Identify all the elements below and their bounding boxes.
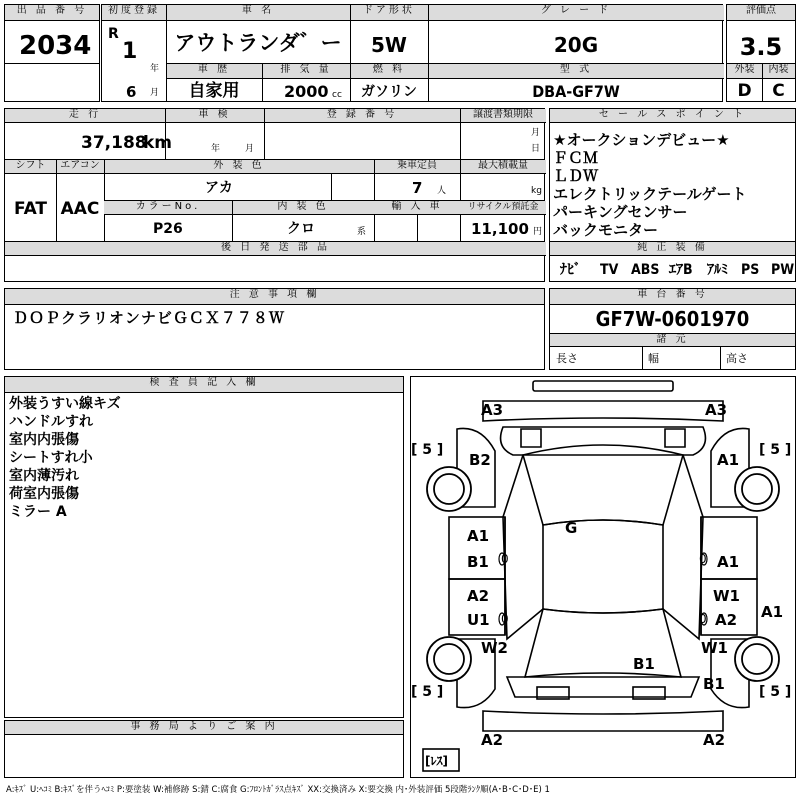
- overall-score: 3.5: [739, 33, 783, 61]
- mark-a2-rear-bumper-left: A2: [481, 731, 504, 749]
- mark-a2-left-rear-door: A2: [467, 587, 490, 605]
- fuel: ガソリン: [361, 84, 417, 100]
- tire-rear-left: [ 5 ]: [411, 684, 444, 700]
- mark-a1-left-front-door: A1: [467, 527, 490, 545]
- transfer-day-unit: 日: [531, 144, 541, 154]
- grade-label: グ レ ー ド: [428, 5, 724, 21]
- mark-u1-left-rear-door: U1: [467, 611, 490, 629]
- tire-front-left: [ 5 ]: [411, 442, 444, 458]
- office-box: [4, 720, 404, 778]
- mark-w2-left-rear-quarter: W2: [481, 639, 508, 657]
- equip-navi: ﾅﾋﾞ: [560, 262, 581, 278]
- exterior-color-label: 外 装 色: [104, 160, 374, 174]
- chassis-box: [549, 288, 796, 370]
- mark-a1-right-front-door: A1: [717, 553, 740, 571]
- shift: FAT: [13, 199, 48, 219]
- damage-diagram: [410, 376, 796, 778]
- interior-color-unit: 系: [357, 227, 367, 237]
- mark-a2-rear-bumper-right: A2: [703, 731, 726, 749]
- mark-a2-right-rear-door: A2: [715, 611, 738, 629]
- reg-month: 6: [126, 83, 137, 101]
- mileage: 37,188: [81, 133, 147, 153]
- mark-a3-front-left: A3: [481, 401, 504, 419]
- inspector-notes-label: 検 査 員 記 入 欄: [5, 377, 403, 393]
- vehicle-header-table: [101, 4, 723, 102]
- aircon-label: エアコン: [56, 160, 104, 174]
- model-code: DBA-GF7W: [532, 82, 620, 101]
- score-box: [726, 4, 796, 102]
- mark-w1-right-rear-quarter: W1: [701, 639, 728, 657]
- tire-front-right: [ 5 ]: [759, 442, 792, 458]
- selling-points-label: セ ー ル ス ポ イ ン ト: [550, 109, 795, 123]
- selling-point: ★オークションデビュー★: [553, 131, 730, 149]
- mark-a1-front-right-fender: A1: [717, 451, 740, 469]
- era: R: [108, 26, 119, 42]
- caution-box: [4, 288, 545, 370]
- transfer-month-unit: 月: [531, 128, 541, 138]
- capacity-label: 乗車定員: [374, 160, 460, 174]
- equip-alloy: ｱﾙﾐ: [707, 262, 728, 278]
- mark-zero-right-front: 0: [699, 552, 707, 566]
- mark-b2-front-left-fender: B2: [469, 451, 491, 469]
- legend: A:ｷｽﾞ U:ﾍｺﾐ B:ｷｽﾞを伴うﾍｺﾐ P:要塗装 W:補修跡 S:錆 C:腐食 G:ﾌﾛﾝﾄｶﾞﾗｽ点ｷｽﾞ XX:交換済み X:要交換 内･外装評価 5段階ﾗﾝｸ順(A･B･C･D･E) 1: [6, 785, 550, 795]
- import-car-label: 輸 入 車: [374, 201, 460, 215]
- lot-number: 2034: [19, 31, 92, 61]
- grade: 20G: [553, 33, 599, 57]
- inspector-note: 室内内張傷: [9, 432, 79, 448]
- aircon: AAC: [60, 199, 100, 219]
- history-label: 車 歴: [166, 63, 262, 79]
- inspector-note: ミラー A: [9, 504, 67, 520]
- model-label: 型 式: [428, 63, 724, 79]
- car-name-label: 車 名: [166, 5, 350, 21]
- specs-label: 諸 元: [550, 333, 795, 347]
- chassis-label: 車 台 番 号: [550, 289, 795, 305]
- equip-airbag: ｴｱB: [669, 262, 693, 278]
- spare-tire-mark: [ﾚｽ]: [425, 754, 448, 768]
- chassis-number: GF7W-0601970: [595, 307, 750, 331]
- inspector-note: シートすれ小: [9, 450, 93, 466]
- reg-year: 1: [122, 39, 138, 64]
- color-number-label: カラーNo.: [104, 201, 232, 215]
- mark-g-windshield: G: [565, 519, 578, 537]
- exterior-color: アカ: [205, 180, 233, 196]
- capacity: 7: [412, 179, 423, 197]
- selling-point: ＬＤＷ: [553, 167, 599, 185]
- interior-color: クロ: [287, 221, 315, 237]
- reg-year-unit: 年: [150, 64, 160, 74]
- door-type-label: ドア形状: [350, 5, 428, 21]
- selling-point: エレクトリックテールゲート: [553, 185, 747, 203]
- interior-label: 内装: [762, 63, 795, 79]
- caution-text: ＤＯＰクラリオンナビＧＣＸ７７８Ｗ: [13, 309, 285, 327]
- mark-b1-left-front-door: B1: [467, 553, 489, 571]
- equip-ps: PS: [741, 262, 760, 278]
- mark-zero-left-front: 0: [501, 552, 509, 566]
- tire-rear-right: [ 5 ]: [759, 684, 792, 700]
- mark-a3-front-right: A3: [705, 401, 728, 419]
- equip-tv: TV: [600, 262, 619, 278]
- inspector-notes-list: [9, 395, 121, 521]
- mileage-unit: km: [143, 133, 173, 153]
- recycle-deposit-unit: 円: [533, 227, 543, 237]
- max-load-unit: kg: [531, 186, 542, 196]
- caution-label: 注 意 事 項 欄: [5, 289, 544, 305]
- reg-month-unit: 月: [150, 88, 160, 98]
- registration-number-label: 登 録 番 号: [264, 109, 460, 123]
- car-outline-drawing: [411, 377, 795, 777]
- inspection-month-unit: 月: [245, 144, 255, 154]
- selling-point: ＦＣＭ: [553, 149, 599, 167]
- score-label: 評価点: [727, 5, 795, 21]
- fuel-label: 燃 料: [350, 63, 428, 79]
- interior-color-label: 内 装 色: [232, 201, 374, 215]
- color-number: P26: [153, 221, 183, 237]
- displacement-unit: cc: [332, 90, 342, 100]
- car-name: アウトランダ゛ー: [174, 31, 342, 55]
- inspector-notes-box: [4, 376, 404, 718]
- selling-point: バックモニター: [553, 221, 659, 239]
- inspector-note: 外装うすい線キズ: [9, 396, 121, 412]
- lot-number-label: 出 品 番 号: [5, 5, 99, 21]
- inspector-note: 荷室内張傷: [9, 486, 79, 502]
- max-load-label: 最大積載量: [460, 160, 546, 174]
- vehicle-details-table: [4, 108, 545, 282]
- mark-w1-right-rear-door: W1: [713, 587, 740, 605]
- length-label: 長さ: [556, 352, 578, 365]
- exterior-score: D: [737, 81, 752, 101]
- selling-points-list: [553, 131, 747, 239]
- displacement-label: 排 気 量: [262, 63, 350, 79]
- later-parts-label: 後 日 発 送 部 品: [5, 242, 546, 256]
- mark-b1-rear-right: B1: [703, 675, 725, 693]
- shift-label: シフト: [5, 160, 56, 174]
- interior-score: C: [772, 81, 785, 101]
- first-registration-label: 初度登録: [102, 5, 166, 21]
- mark-b1-roof-rear: B1: [633, 655, 655, 673]
- inspection-label: 車 検: [165, 109, 264, 123]
- inspector-note: 室内薄汚れ: [9, 468, 79, 484]
- equipment-label: 純 正 装 備: [550, 242, 795, 256]
- mark-zero-right-rear: 0: [699, 612, 707, 626]
- selling-point: パーキングセンサー: [553, 203, 688, 221]
- mileage-label: 走 行: [5, 109, 165, 123]
- inspector-note: ハンドルすれ: [9, 414, 93, 430]
- selling-points-box: [549, 108, 796, 282]
- recycle-deposit: 11,100: [471, 220, 529, 238]
- office-label: 事 務 局 よ り ご 案 内: [5, 721, 403, 735]
- history: 自家用: [188, 81, 240, 101]
- mark-zero-left-rear: 0: [501, 612, 509, 626]
- mark-a1-right-side: A1: [761, 603, 784, 621]
- capacity-unit: 人: [437, 186, 447, 196]
- inspection-year-unit: 年: [211, 144, 221, 154]
- exterior-label: 外装: [727, 63, 762, 79]
- width-label: 幅: [648, 352, 659, 365]
- height-label: 高さ: [726, 352, 748, 365]
- equip-pw: PW: [771, 262, 795, 278]
- equip-abs: ABS: [631, 262, 660, 278]
- transfer-deadline-label: 譲渡書類期限: [460, 109, 546, 123]
- displacement: 2000: [284, 82, 329, 101]
- recycle-deposit-label: リサイクル預託金: [460, 201, 546, 215]
- lot-number-box: [4, 4, 100, 102]
- door-type: 5W: [371, 33, 407, 57]
